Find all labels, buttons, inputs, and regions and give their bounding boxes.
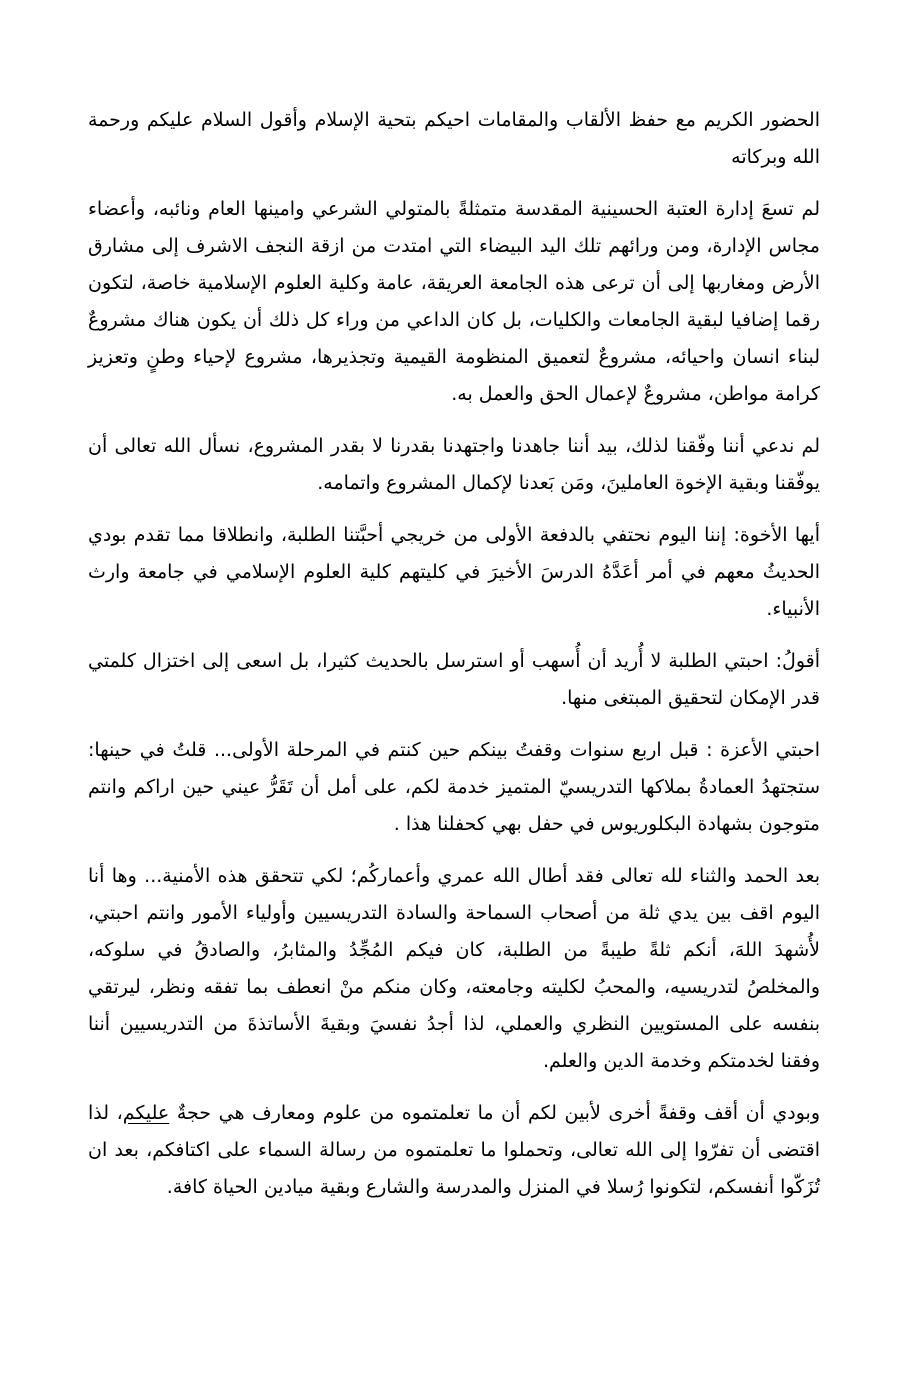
final-advice-text-before: وبودي أن أقف وقفةً أخرى لأبين لكم أن ما تعلمتموه من علوم ومعارف هي حجةٌ	[169, 1102, 821, 1124]
body-paragraph-brevity: أقولُ: احبتي الطلبة لا أُريد أن أُسهب أو استرسل بالحديث كثيرا، بل اسعى إلى اختزال كلمتي قدر الإمكان لتحقيق المبتغى منها.	[88, 650, 820, 709]
body-paragraph-effort: لم ندعي أننا وفّقنا لذلك، بيد أننا جاهدنا واجتهدنا بقدرنا لا بقدر المشروع، نسأل الله تعالى أن يوفّقنا وبقية الإخوة العاملينَ، ومَن بَعدنا لإكمال المشروع واتمامه.	[88, 435, 820, 494]
body-paragraph-praise: بعد الحمد والثناء لله تعالى فقد أطال الله عمري وأعماركُم؛ لكي تتحقق هذه الأمنية... وها أنا اليوم اقف بين يدي ثلة من أصحاب السماحة والسادة التدريسيين وأولياء الأمور وانتم احبتي، لأُشهدَ اللهَ، أنكم ثلةً طيبةً من الطلبة، كان فيكم المُجِّدُ والمثابرُ، والصادقُ في سلوكه، والمخلصُ لتدريسيه، والمحبُ لكليته وجامعته، وكان منكم منْ انعطف بما تفقه ونظر، ليرتقي بنفسه على المستويين النظري والعملي، لذا أجدُ نفسيَ وبقيةَ الأساتذةَ من التدريسيين أننا وفقنا لخدمتكم وخدمة الدين والعلم.	[88, 865, 820, 1072]
underlined-word-alaykum: عليكم	[122, 1102, 170, 1124]
final-advice-text-after: ، لذا اقتضى أن تفرّوا إلى الله تعالى، وتحملوا ما تعلمتموه من رسالة السماء على اكتافكم، بعد ان تُزَكّوا أنفسكم، لتكونوا رُسلا في المنزل والمدرسة والشارع وبقية ميادين الحياة كافة.	[88, 1102, 820, 1198]
body-paragraph-first-graduates: أيها الأخوة: إننا اليوم نحتفي بالدفعة الأولى من خريجي أحبَّتنا الطلبة، وانطلاقا مما تقدم بودي الحديثُ معهم في أمر أعَدَّهُ الدرسَ الأخيرَ في كليتهم كلية العلوم الإسلامي في جامعة وارث الأنبياء.	[88, 524, 820, 620]
body-paragraph-final-advice	[88, 1095, 820, 1206]
greeting-paragraph: الحضور الكريم مع حفظ الألقاب والمقامات احيكم بتحية الإسلام وأقول السلام عليكم ورحمة الله وبركاته	[88, 109, 820, 168]
body-paragraph-administration: لم تسعَ إدارة العتبة الحسينية المقدسة متمثلةً بالمتولي الشرعي وامينها العام ونائبه، وأعضاء مجاس الإدارة، ومن ورائهم تلك اليد البيضاء التي امتدت من ازقة النجف الاشرف إلى مشارق الأرض ومغاربها إلى أن ترعى هذه الجامعة العريقة، عامة وكلية العلوم الإسلامية خاصة، لتكون رقما إضافيا لبقية الجامعات والكليات، بل كان الداعي من وراء كل ذلك أن يكون هناك مشروعٌ لبناء انسان واحيائه، مشروعٌ لتعميق المنظومة القيمية وتجذيرها، مشروع لإحياء وطنٍ وتعزيز كرامة مواطن، مشروعٌ لإعمال الحق والعمل به.	[88, 198, 820, 405]
body-paragraph-four-years: احبتي الأعزة : قبل اربع سنوات وقفتُ بينكم حين كنتم في المرحلة الأولى... قلتُ في حينها: ستجتهدُ العمادةُ بملاكها التدريسيّ المتميز خدمة لكم، على أمل أن تَقَرُّ عيني حين اراكم وانتم متوجون بشهادة البكلوريوس في حفل بهي كحفلنا هذا .	[88, 739, 820, 835]
